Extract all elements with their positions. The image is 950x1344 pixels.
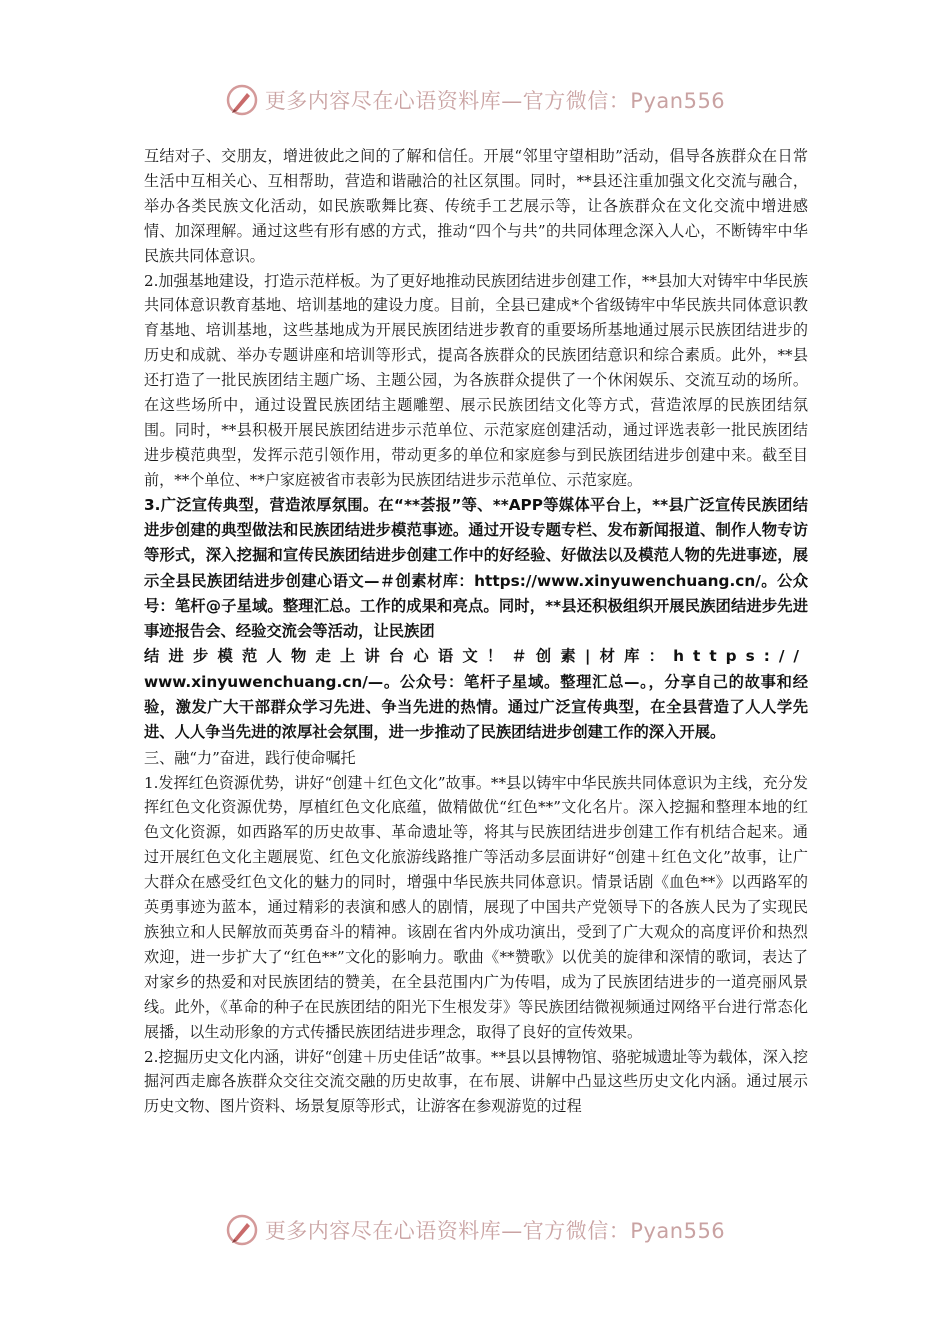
- watermark-text: 更多内容尽在心语资料库—官方微信：Pyan556: [264, 89, 726, 113]
- section-heading: 三、融“力”奋进，践行使命嘱托: [144, 748, 356, 767]
- watermark-text: 更多内容尽在心语资料库—官方微信：Pyan556: [264, 1219, 726, 1243]
- paragraph: 互结对子、交朋友，增进彼此之间的了解和信任。开展“邻里守望相助”活动，倡导各族群众在日常生活中互相关心、互相帮助，营造和谐融洽的社区氛围。同时，**县还注重加强文化交流与融合，举办各类民族文化活动，如民族歌舞比赛、传统手工艺展示等，让各族群众在文化交流中增进感情、加深理解。通过这些有形有感的方式，推动“四个与共”的共同体理念深入人心，不断铸牢中华民族共同体意识。: [144, 147, 808, 265]
- paragraph-bold: 3.广泛宣传典型，营造浓厚氛围。在“**荟报”等、**APP等媒体平台上，**县广泛宣传民族团结进步创建的典型做法和民族团结进步模范事迹。通过开设专题专栏、发布新闻报道、制作人物专访等形式，深入挖掘和宣传民族团结进步创建工作中的好经验、好做法以及模范人物的先进事迹，展示全县民族团结进步创建心语文—＃创素材库：https://www.xinyuwenchuang.cn/。公众号：笔杆@子星域。整理汇总。工作的成果和亮点。同时，**县还积极组织开展民族团结进步先进事迹报告会、经验交流会等活动，让民族团: [144, 495, 808, 641]
- watermark-banner-top: [0, 80, 950, 120]
- paragraph-bold-spaced-line: 结进步模范人物走上讲台心语文！＃创素|材库：https://: [144, 647, 808, 666]
- watermark-banner-bottom: [0, 1210, 950, 1250]
- paragraph-bold: www.xinyuwenchuang.cn/—。公众号：笔杆子星域。整理汇总—。，分享自己的故事和经验，激发广大干部群众学习先进、争当先进的热情。通过广泛宣传典型，在全县营造了人人学先进、人人争当先进的浓厚社会氛围，进一步推动了民族团结进步创建工作的深入开展。: [144, 672, 808, 742]
- paragraph: 2.加强基地建设，打造示范样板。为了更好地推动民族团结进步创建工作，**县加大对铸牢中华民族共同体意识教育基地、培训基地的建设力度。目前，全县已建成*个省级铸牢中华民族共同体意识教育基地、培训基地，这些基地成为开展民族团结进步教育的重要场所基地通过展示民族团结进步的历史和成就、举办专题讲座和培训等形式，提高各族群众的民族团结意识和综合素质。此外，**县还打造了一批民族团结主题广场、主题公园，为各族群众提供了一个休闲娱乐、交流互动的场所。在这些场所中，通过设置民族团结主题雕塑、展示民族团结文化等方式，营造浓厚的民族团结氛围。同时，**县积极开展民族团结进步示范单位、示范家庭创建活动，通过评选表彰一批民族团结进步模范典型，发挥示范引领作用，带动更多的单位和家庭参与到民族团结进步创建中来。截至目前，**个单位、**户家庭被省市表彰为民族团结进步示范单位、示范家庭。: [144, 271, 808, 489]
- document-body: [144, 144, 808, 1119]
- paragraph: 1.发挥红色资源优势，讲好“创建＋红色文化”故事。**县以铸牢中华民族共同体意识为主线，充分发挥红色文化资源优势，厚植红色文化底蕴，做精做优“红色**”文化名片。深入挖掘和整理本地的红色文化资源，如西路军的历史故事、革命遗址等，将其与民族团结进步创建工作有机结合起来。通过开展红色文化主题展览、红色文化旅游线路推广等活动多层面讲好“创建＋红色文化”故事，让广大群众在感受红色文化的魅力的同时，增强中华民族共同体意识。情景话剧《血色**》以西路军的英勇事迹为蓝本，通过精彩的表演和感人的剧情，展现了中国共产党领导下的各族人民为了实现民族独立和人民解放而英勇奋斗的精神。该剧在省内外成功演出，受到了广大观众的高度评价和热烈欢迎，进一步扩大了“红色**”文化的影响力。歌曲《**赞歌》以优美的旋律和深情的歌词，表达了对家乡的热爱和对民族团结的赞美，在全县范围内广为传唱，成为了民族团结进步的一道亮丽风景线。此外，《革命的种子在民族团结的阳光下生根发芽》等民族团结微视频通过网络平台进行常态化展播，以生动形象的方式传播民族团结进步理念，取得了良好的宣传效果。: [144, 773, 808, 1041]
- pen-logo-icon: [225, 83, 259, 117]
- paragraph: 2.挖掘历史文化内涵，讲好“创建＋历史佳话”故事。**县以县博物馆、骆驼城遗址等为载体，深入挖掘河西走廊各族群众交往交流交融的历史故事，在布展、讲解中凸显这些历史文化内涵。通过展示历史文物、图片资料、场景复原等形式，让游客在参观游览的过程: [144, 1047, 808, 1116]
- pen-logo-icon: [225, 1213, 259, 1247]
